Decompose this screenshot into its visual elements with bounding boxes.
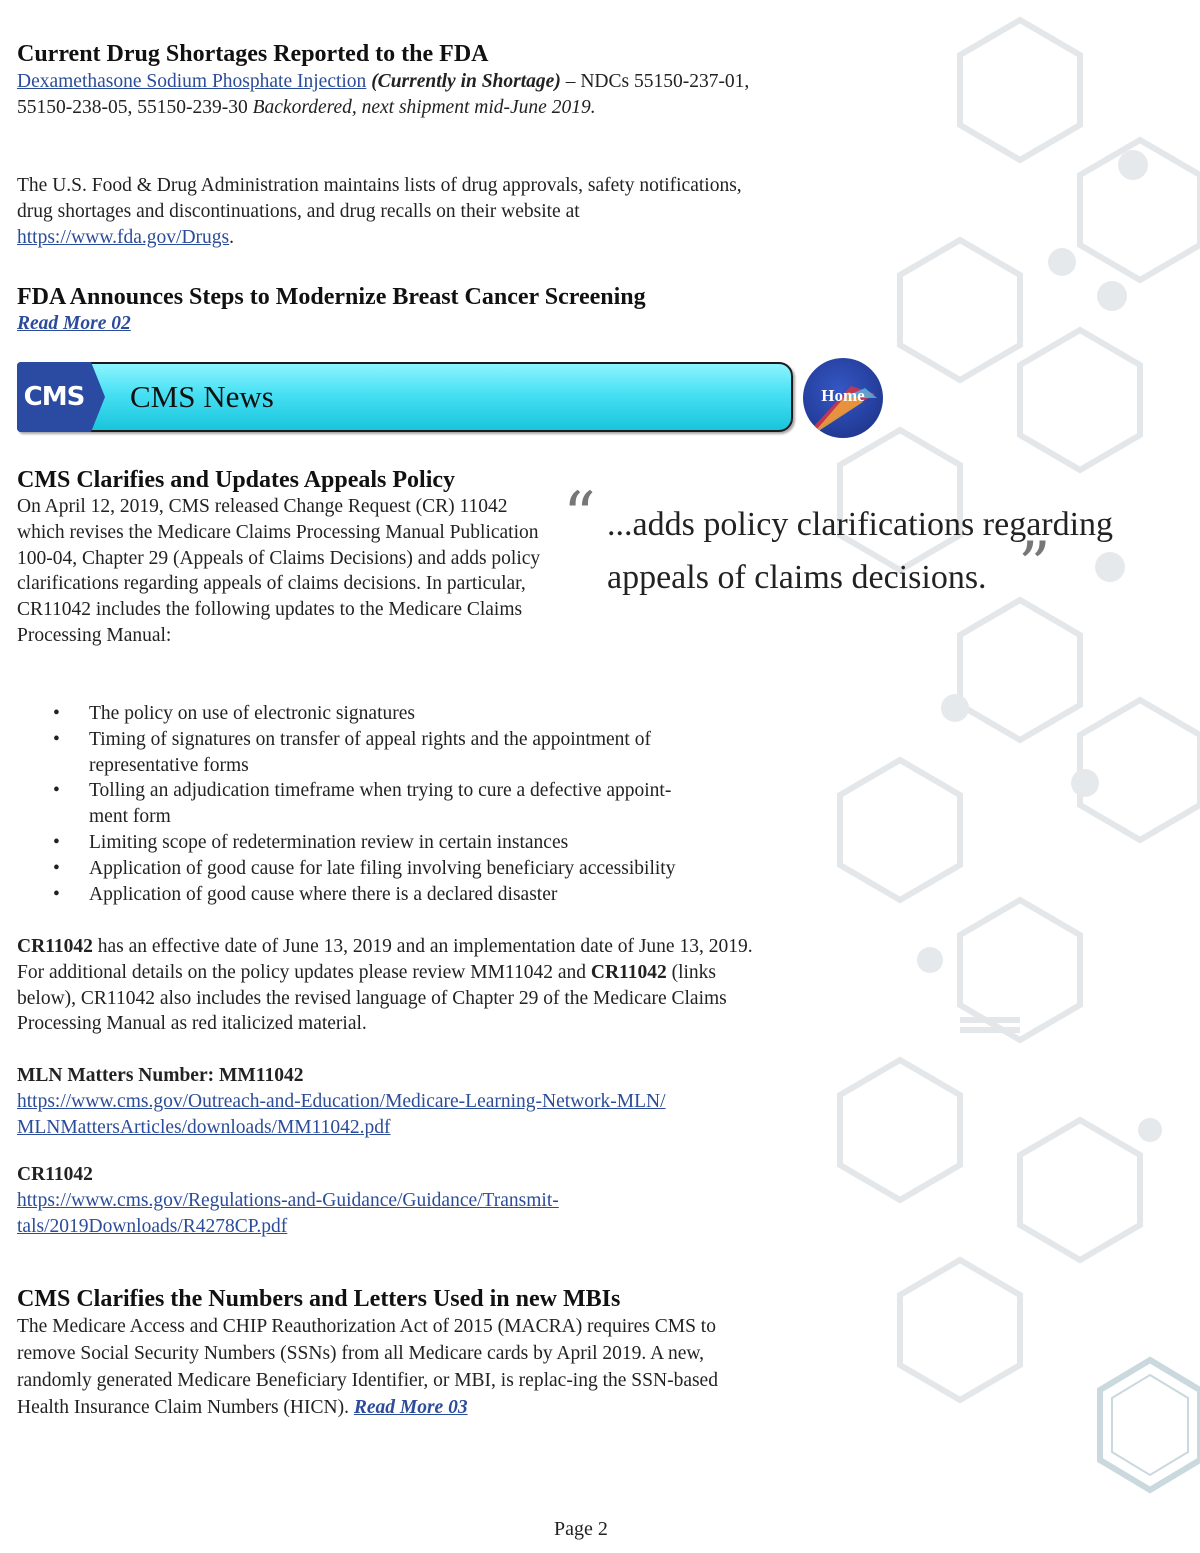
read-more-02-link[interactable]: Read More 02	[17, 313, 131, 334]
open-quote-icon: “	[563, 479, 596, 553]
effective-date-text: has an effective date of June 13, 2019 and an implementation date of June 13, 2019. For additional details on the policy updates please review MM11042 and	[17, 936, 753, 983]
effective-date-paragraph	[17, 934, 777, 1037]
appeals-bullet-list	[17, 701, 777, 907]
effective-date-text-2: (links below), CR11042 also includes the revised language of Chapter 29 of the Medicare Claims Processing Manual as red italicized material.	[17, 961, 727, 1035]
appeals-heading: CMS Clarifies and Updates Appeals Policy	[17, 467, 456, 493]
fda-drugs-link[interactable]: https://www.fda.gov/Drugs	[17, 226, 230, 248]
chevron-right-icon	[91, 362, 105, 432]
mln-matters-link[interactable]: https://www.cms.gov/Outreach-and-Education/Medicare-Learning-Network-MLN/	[17, 1091, 666, 1112]
breast-cancer-heading: FDA Announces Steps to Modernize Breast Cancer Screening	[17, 284, 646, 310]
cr-transmittal-link[interactable]: https://www.cms.gov/Regulations-and-Guidance/Guidance/Transmit-	[17, 1190, 559, 1211]
cr-number: CR11042	[590, 961, 667, 983]
fda-info-text: The U.S. Food & Drug Administration maintains lists of drug approvals, safety notifications, drug shortages and discontinuations, and drug recalls on their website at	[17, 175, 742, 222]
list-item: • Timing of signatures on transfer of appeal rights and the appointment of representative forms	[17, 727, 709, 779]
appeals-intro: On April 12, 2019, CMS released Change Request (CR) 11042 which revises the Medicare Claims Processing Manual Publication 100-04, Chapter 29 (Appeals of Claims Decisions) and adds policy clarifications regarding appeals of claims decisions. In particular, CR11042 includes the following updates to the Medicare Claims Processing Manual:	[17, 496, 541, 646]
mln-matters-link-cont[interactable]: MLNMattersArticles/downloads/MM11042.pdf	[17, 1116, 391, 1138]
list-item: • The policy on use of electronic signatures	[17, 701, 777, 727]
list-item: • Application of good cause where there is a declared disaster	[17, 882, 777, 908]
backorder-note: Backordered, next shipment mid-June 2019.	[252, 96, 596, 118]
cms-news-banner	[17, 362, 793, 432]
cms-logo: CMS	[17, 362, 91, 432]
fda-info-end: .	[229, 226, 235, 248]
ndc-list: – NDCs 55150-237-01, 55150-238-05, 55150-239-30	[17, 71, 750, 118]
cr-label: CR11042	[17, 1164, 93, 1185]
page-number: Page 2	[554, 1518, 608, 1540]
mbi-paragraph	[17, 1313, 762, 1421]
close-quote-icon: ”	[1018, 529, 1051, 603]
dexamethasone-link[interactable]: Dexamethasone Sodium Phosphate Injection	[17, 71, 367, 92]
list-item: • Tolling an adjudication timeframe when trying to cure a defective appoint-ment form	[17, 778, 709, 830]
banner-title: CMS News	[130, 379, 274, 414]
drug-shortage-paragraph	[17, 69, 777, 121]
fda-info-paragraph	[17, 173, 777, 250]
breast-read-more-line	[17, 311, 131, 337]
pull-quote-text: ...adds policy clarifications regarding appeals of claims decisions.	[607, 506, 1114, 596]
list-item: • Application of good cause for late filing involving beneficiary accessibility	[17, 856, 777, 882]
home-button[interactable]	[803, 358, 883, 438]
mln-matters-label: MLN Matters Number: MM11042	[17, 1065, 304, 1086]
shortage-status: (Currently in Shortage)	[371, 71, 561, 92]
mbi-text: The Medicare Access and CHIP Reauthorization Act of 2015 (MACRA) requires CMS to remove Social Security Numbers (SSNs) from all Medicare cards by April 2019. A new, randomly generated Medicare Beneficiary Identifier, or MBI, is replac-ing the SSN-based Health Insurance Claim Numbers (HICN).	[17, 1316, 718, 1418]
list-item: • Limiting scope of redetermination review in certain instances	[17, 830, 777, 856]
mbi-heading: CMS Clarifies the Numbers and Letters Used in new MBIs	[17, 1286, 621, 1312]
cr-link-block	[17, 1188, 797, 1240]
mln-link-block	[17, 1089, 797, 1141]
cr-number: CR11042	[17, 936, 93, 957]
read-more-03-link[interactable]: Read More 03	[353, 1397, 468, 1418]
home-label: Home	[821, 386, 865, 405]
drug-shortages-heading: Current Drug Shortages Reported to the FDA	[17, 41, 489, 67]
cr-transmittal-link-cont[interactable]: tals/2019Downloads/R4278CP.pdf	[17, 1215, 288, 1237]
